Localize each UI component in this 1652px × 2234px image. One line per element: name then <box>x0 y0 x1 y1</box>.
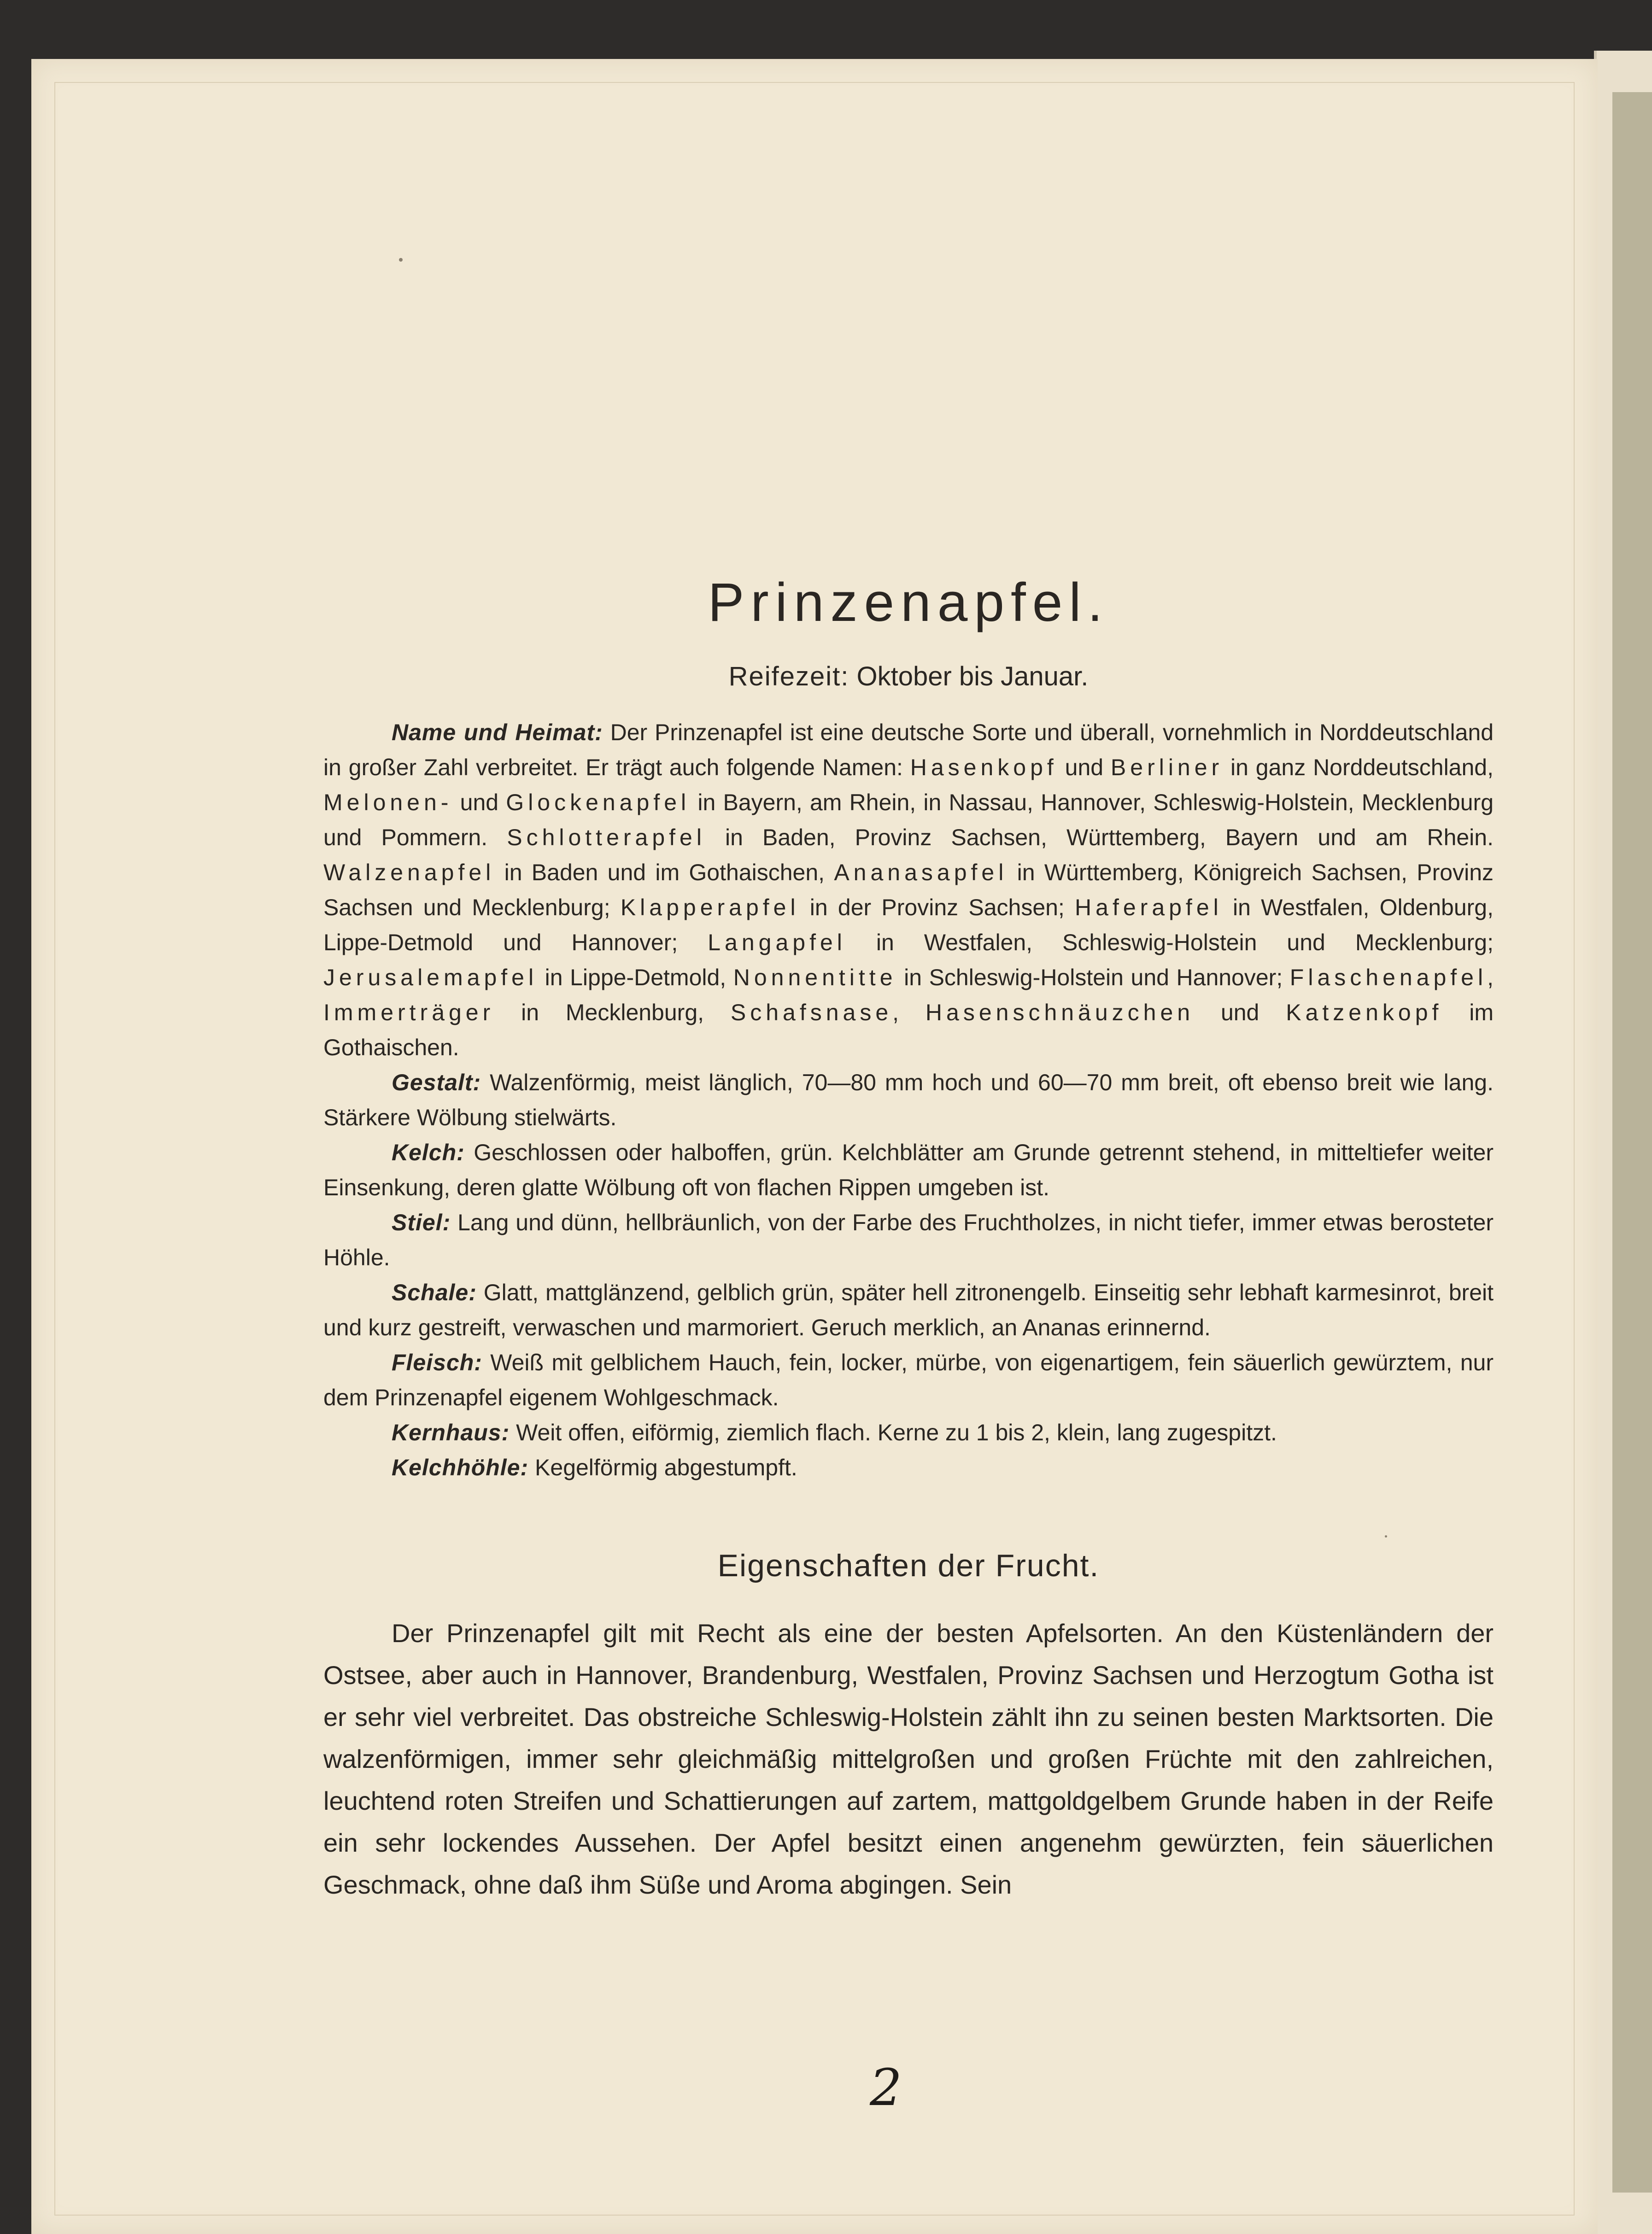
entry-text: und <box>452 790 506 815</box>
variety-name: Jerusalemapfel <box>323 965 538 990</box>
description-entry <box>323 1275 1494 1345</box>
variety-name: Glockenapfel <box>506 790 691 815</box>
entry-text: in Baden und im Gothaischen, <box>495 860 834 885</box>
entry-text: , <box>892 1000 926 1025</box>
entry-text: und <box>1194 1000 1286 1025</box>
entry-text: Geschlossen oder halboffen, grün. Kelchblätter am Grunde getrennt stehend, in mitteltiefer weiter Einsenkung, deren glatte Wölbung oft von flachen Rippen umgeben ist. <box>323 1140 1494 1200</box>
entry-text: Der Prinzenapfel ist eine deutsche Sorte und überall, vornehmlich in Norddeutschland in großer Zahl verbreitet. Er trägt auch folgende Namen: <box>323 719 1494 780</box>
entry-key: Schale: <box>392 1280 477 1305</box>
entry-text: in Bayern, am Rhein, in Nassau, Hannover, Schleswig-Holstein, Mecklenburg und Pommern. <box>323 790 1494 850</box>
variety-name: Klapperapfel <box>620 895 800 920</box>
entry-key: Fleisch: <box>392 1350 482 1375</box>
page-number: 2 <box>870 2058 902 2117</box>
ripening-time-value: Oktober bis Januar. <box>856 661 1089 691</box>
variety-name: Flaschenapfel <box>1289 965 1488 990</box>
entry-text: in Baden, Provinz Sachsen, Württemberg, Bayern und am Rhein. <box>705 825 1494 850</box>
variety-name: Hasenkopf <box>910 754 1058 780</box>
description-entry <box>323 1345 1494 1415</box>
entry-text: Glatt, mattglänzend, gelblich grün, später hell zitronengelb. Einseitig sehr lebhaft karmesinrot, breit und kurz gestreift, verwaschen und marmoriert. Geruch merklich, an Ananas erinnernd. <box>323 1280 1494 1340</box>
entry-text: in Lippe-Detmold, <box>538 965 733 990</box>
entry-key: Gestalt: <box>392 1070 481 1095</box>
paper-speck <box>399 258 403 262</box>
entry-key: Kelchhöhle: <box>392 1455 529 1480</box>
description-entry <box>323 1065 1494 1135</box>
adjacent-page-strip <box>1612 92 1652 2193</box>
ripening-time-label: Reifezeit: <box>728 661 849 691</box>
entry-text: Weiß mit gelblichem Hauch, fein, locker, mürbe, von eigenartigem, fein säuerlich gewürztem, nur dem Prinzenapfel eigenem Wohlgeschmack. <box>323 1350 1494 1410</box>
entry-text: in Württemberg, Königreich Sachsen, Provinz Sachsen und Mecklenburg; <box>323 860 1494 920</box>
variety-name: Immerträger <box>323 1000 495 1025</box>
variety-name: Hasenschnäuzchen <box>925 1000 1195 1025</box>
entry-key: Kernhaus: <box>392 1420 510 1445</box>
entry-text: Kegelförmig abgestumpft. <box>528 1455 797 1480</box>
variety-name: Nonnentitte <box>733 965 897 990</box>
entry-text: in Schleswig-Holstein und Hannover; <box>896 965 1290 990</box>
entry-text: Lang und dünn, hellbräunlich, von der Farbe des Fruchtholzes, in nicht tiefer, immer etwas berosteter Höhle. <box>323 1210 1494 1270</box>
section-paragraph: Der Prinzenapfel gilt mit Recht als eine der besten Apfelsorten. An den Küstenländern der Ostsee, aber auch in Hannover, Brandenburg, Westfalen, Provinz Sachsen und Herzogtum Gotha ist er sehr viel verbreitet. Das obstreiche Schleswig-Holstein zählt ihn zu seinen besten Marktsorten. Die walzenförmigen, immer sehr gleichmäßig mittelgroßen und großen Früchte mit den zahlreichen, leuchtend roten Streifen und Schattierungen auf zartem, mattgoldgelbem Grunde haben in der Reife ein sehr lockendes Aussehen. Der Apfel besitzt einen angenehm gewürzten, fein säuerlichen Geschmack, ohne daß ihm Süße und Aroma abgingen. Sein <box>323 1619 1494 1899</box>
entry-key: Stiel: <box>392 1210 451 1235</box>
variety-name: Walzenapfel <box>323 860 495 885</box>
description-entry <box>323 1415 1494 1450</box>
ripening-time <box>323 661 1494 693</box>
description-entry <box>323 1205 1494 1275</box>
entry-text: in der Provinz Sachsen; <box>799 895 1075 920</box>
description-entry <box>323 715 1494 1065</box>
entry-text: Weit offen, eiförmig, ziemlich flach. Kerne zu 1 bis 2, klein, lang zugespitzt. <box>510 1420 1277 1445</box>
variety-name: Schlotterapfel <box>507 825 706 850</box>
description-entries <box>323 715 1494 1485</box>
variety-name: Ananasapfel <box>834 860 1008 885</box>
variety-name: Katzenkopf <box>1286 1000 1443 1025</box>
variety-name: Melonen- <box>323 790 453 815</box>
entry-text: in Westfalen, Schleswig-Holstein und Mecklenburg; <box>846 930 1494 955</box>
entry-text: und <box>1057 754 1111 780</box>
entry-text: , <box>1487 965 1494 990</box>
description-entry <box>323 1450 1494 1485</box>
entry-text: in ganz Norddeutschland, <box>1223 754 1494 780</box>
page-title: Prinzenapfel. <box>708 572 1109 633</box>
entry-text: in Mecklenburg, <box>494 1000 731 1025</box>
entry-text: im Gothaischen. <box>323 1000 1494 1060</box>
variety-name: Haferapfel <box>1075 895 1223 920</box>
entry-text: in Westfalen, Oldenburg, Lippe-Detmold und Hannover; <box>323 895 1494 955</box>
variety-name: Schafsnase <box>730 1000 893 1025</box>
document-page <box>31 59 1598 2234</box>
page-content <box>323 570 1494 1906</box>
entry-text: Walzenförmig, meist länglich, 70—80 mm hoch und 60—70 mm breit, oft ebenso breit wie lang. Stärkere Wölbung stielwärts. <box>323 1070 1494 1130</box>
section-heading: Eigenschaften der Frucht. <box>717 1548 1100 1583</box>
variety-name: Berliner <box>1110 754 1224 780</box>
entry-key: Name und Heimat: <box>392 719 603 745</box>
variety-name: Langapfel <box>708 930 846 955</box>
entry-key: Kelch: <box>392 1140 465 1165</box>
description-entry <box>323 1135 1494 1205</box>
